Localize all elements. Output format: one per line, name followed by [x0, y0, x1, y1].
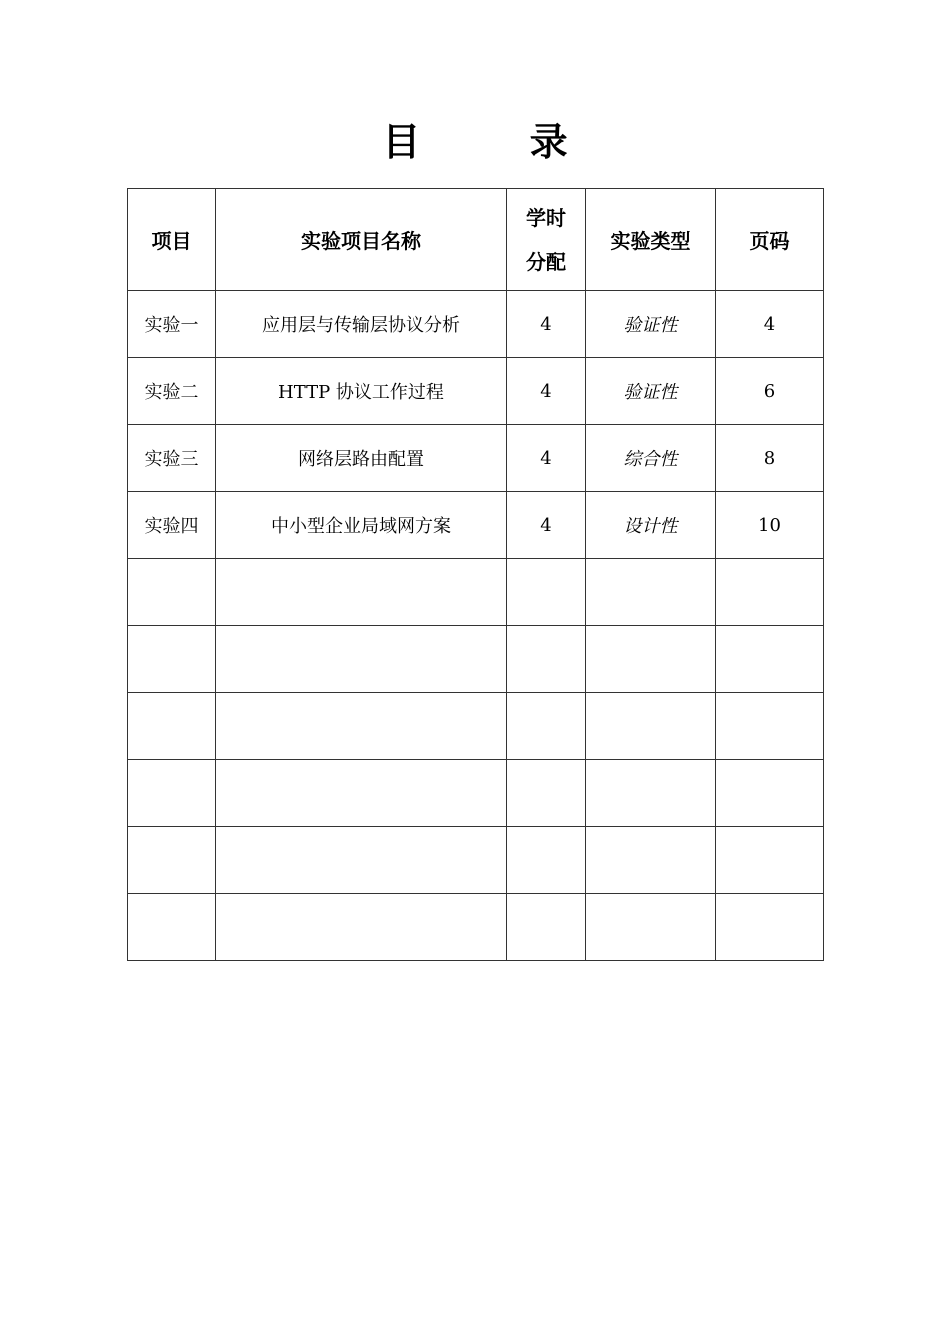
table-row [128, 492, 824, 559]
empty-cell [128, 760, 216, 827]
empty-cell [216, 760, 507, 827]
empty-cell [586, 559, 716, 626]
empty-cell [216, 626, 507, 693]
empty-cell [128, 894, 216, 961]
empty-cell [716, 827, 824, 894]
header-experiment-type: 实验类型 [586, 189, 716, 291]
empty-cell [586, 626, 716, 693]
empty-cell [507, 693, 586, 760]
table-row [128, 425, 824, 492]
header-page-number: 页码 [716, 189, 824, 291]
empty-cell [507, 626, 586, 693]
cell-project: 实验二 [128, 358, 216, 425]
cell-experiment-name: 应用层与传输层协议分析 [216, 291, 507, 358]
cell-experiment-name: 中小型企业局域网方案 [216, 492, 507, 559]
cell-page-number: 4 [716, 291, 824, 358]
empty-cell [586, 693, 716, 760]
empty-cell [216, 894, 507, 961]
empty-cell [716, 626, 824, 693]
cell-experiment-name: 网络层路由配置 [216, 425, 507, 492]
empty-cell [128, 626, 216, 693]
empty-table-row [128, 559, 824, 626]
cell-hours: 4 [507, 492, 586, 559]
empty-cell [128, 827, 216, 894]
empty-table-row [128, 827, 824, 894]
header-hours-line2: 分配 [526, 249, 566, 274]
empty-table-row [128, 760, 824, 827]
table-row [128, 358, 824, 425]
cell-project: 实验四 [128, 492, 216, 559]
empty-cell [128, 693, 216, 760]
cell-project: 实验一 [128, 291, 216, 358]
empty-cell [716, 559, 824, 626]
toc-table [127, 188, 824, 961]
empty-cell [716, 760, 824, 827]
empty-cell [507, 559, 586, 626]
table-row [128, 291, 824, 358]
empty-table-row [128, 693, 824, 760]
empty-cell [128, 559, 216, 626]
empty-cell [216, 559, 507, 626]
empty-cell [586, 827, 716, 894]
cell-experiment-name: HTTP 协议工作过程 [216, 358, 507, 425]
cell-hours: 4 [507, 425, 586, 492]
cell-page-number: 10 [716, 492, 824, 559]
cell-page-number: 6 [716, 358, 824, 425]
header-hours-line1: 学时 [526, 205, 566, 230]
empty-cell [507, 827, 586, 894]
empty-cell [716, 693, 824, 760]
empty-cell [216, 827, 507, 894]
empty-cell [216, 693, 507, 760]
cell-hours: 4 [507, 358, 586, 425]
empty-cell [586, 760, 716, 827]
cell-hours: 4 [507, 291, 586, 358]
empty-table-row [128, 894, 824, 961]
cell-page-number: 8 [716, 425, 824, 492]
cell-experiment-type: 综合性 [586, 425, 716, 492]
page-title: 目 录 [382, 120, 616, 164]
table-header-row [128, 189, 824, 291]
header-experiment-name: 实验项目名称 [216, 189, 507, 291]
cell-experiment-type: 验证性 [586, 358, 716, 425]
header-project: 项目 [128, 189, 216, 291]
cell-project: 实验三 [128, 425, 216, 492]
header-hours [507, 189, 586, 291]
empty-cell [507, 760, 586, 827]
empty-cell [586, 894, 716, 961]
empty-cell [716, 894, 824, 961]
cell-experiment-type: 验证性 [586, 291, 716, 358]
cell-experiment-type: 设计性 [586, 492, 716, 559]
empty-table-row [128, 626, 824, 693]
empty-cell [507, 894, 586, 961]
